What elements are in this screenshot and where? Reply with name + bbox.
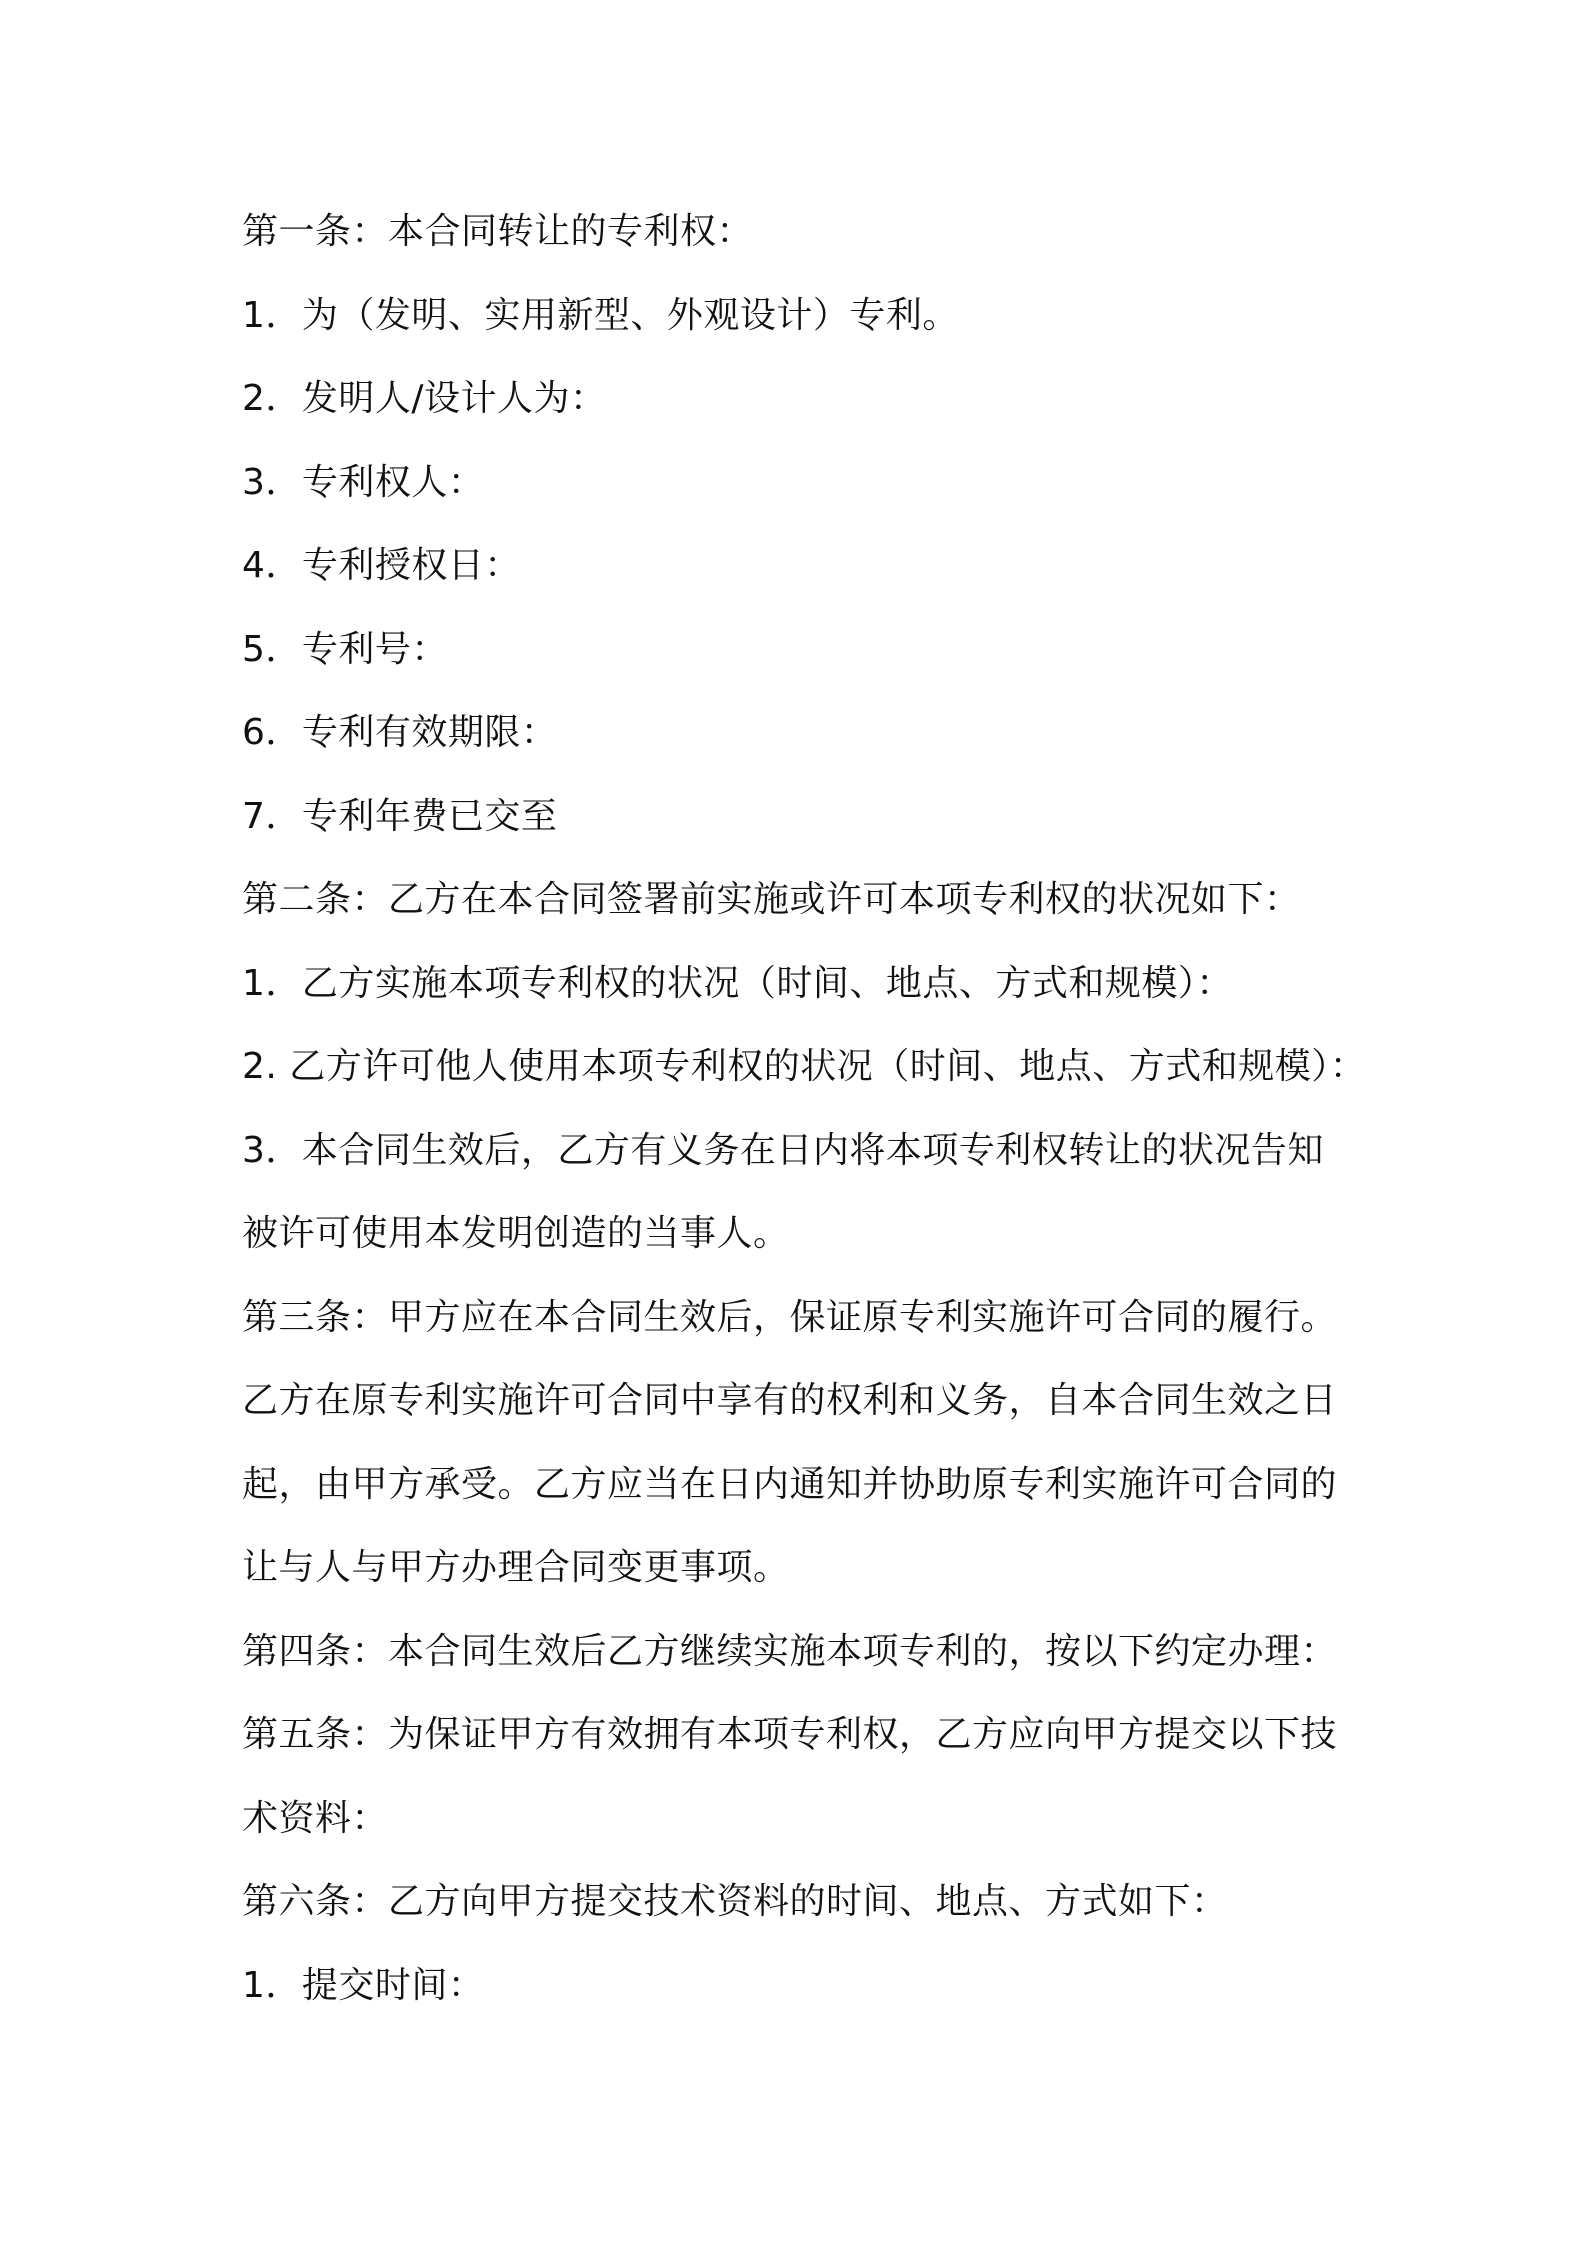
article-2-item-1: 1．乙方实施本项专利权的状况（时间、地点、方式和规模）：: [242, 962, 1233, 1004]
article-5-line-1: 第五条：为保证甲方有效拥有本项专利权，乙方应向甲方提交以下技: [242, 1714, 1338, 1755]
article-1-item-3: 3．专利权人：: [242, 461, 485, 503]
article-1-heading: 第一条：本合同转让的专利权：: [242, 211, 754, 252]
article-1-item-7: 7．专利年费已交至: [242, 795, 558, 837]
article-3-line-3: 起，由甲方承受。乙方应当在日内通知并协助原专利实施许可合同的: [242, 1463, 1338, 1505]
article-2-item-3-line-2: 被许可使用本发明创造的当事人。: [242, 1213, 790, 1254]
article-4-heading: 第四条：本合同生效后乙方继续实施本项专利的，按以下约定办理：: [242, 1630, 1338, 1672]
article-1-item-6: 6．专利有效期限：: [242, 712, 558, 753]
article-3-line-2: 乙方在原专利实施许可合同中享有的权利和义务，自本合同生效之日: [242, 1380, 1338, 1421]
article-2-item-2: 2. 乙方许可他人使用本项专利权的状况（时间、地点、方式和规模）：: [242, 1046, 1367, 1087]
article-1-item-1: 1．为（发明、实用新型、外观设计）专利。: [242, 294, 959, 336]
article-5-line-2: 术资料：: [242, 1797, 389, 1839]
article-1-item-2: 2．发明人/设计人为：: [242, 378, 607, 419]
article-3-line-4: 让与人与甲方办理合同变更事项。: [242, 1547, 790, 1588]
article-2-item-3-line-1: 3．本合同生效后，乙方有义务在日内将本项专利权转让的状况告知: [242, 1129, 1324, 1171]
article-1-item-5: 5．专利号：: [242, 628, 448, 670]
article-3-line-1: 第三条：甲方应在本合同生效后，保证原专利实施许可合同的履行。: [242, 1296, 1338, 1338]
article-6-item-1: 1．提交时间：: [242, 1964, 485, 2006]
article-1-item-4: 4．专利授权日：: [242, 545, 521, 586]
article-2-heading: 第二条：乙方在本合同签署前实施或许可本项专利权的状况如下：: [242, 879, 1301, 920]
article-6-heading: 第六条：乙方向甲方提交技术资料的时间、地点、方式如下：: [242, 1881, 1228, 1922]
document-body: [242, 190, 1367, 2027]
